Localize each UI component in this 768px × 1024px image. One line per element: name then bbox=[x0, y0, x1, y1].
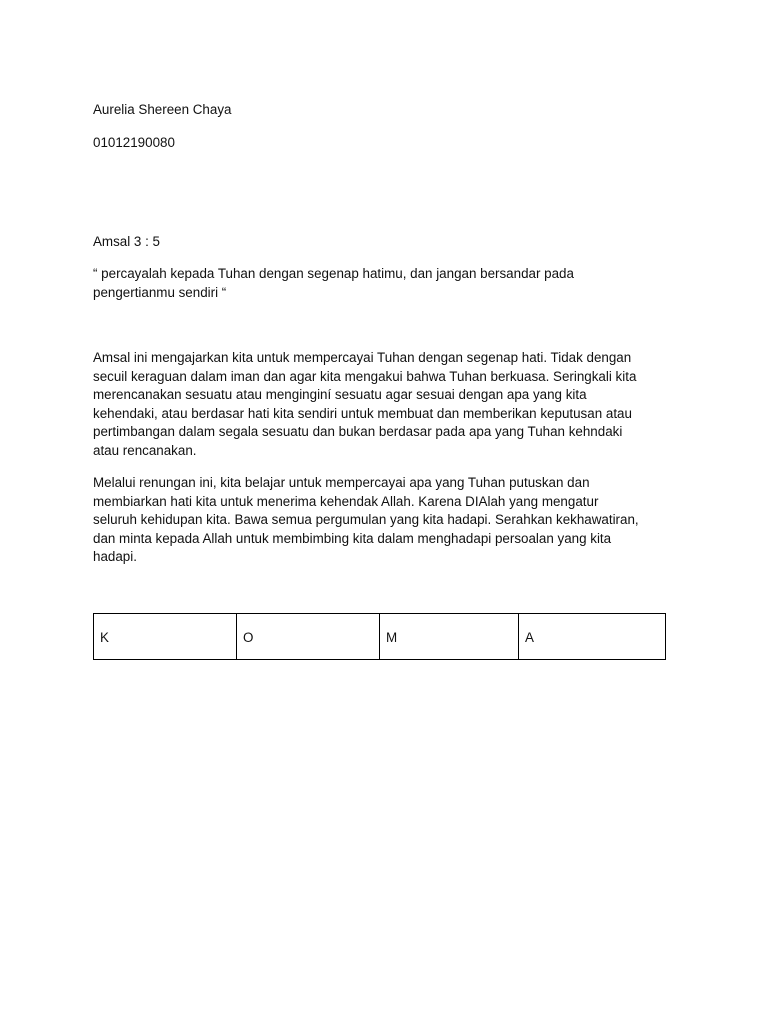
author-name: Aurelia Shereen Chaya bbox=[93, 102, 232, 117]
verse-reference: Amsal 3 : 5 bbox=[93, 234, 160, 249]
paragraph-line: seluruh kehidupan kita. Bawa semua pergumulan yang kita hadapi. Serahkan kekhawatiran, bbox=[93, 512, 639, 528]
paragraph-line: merencanakan sesuatu atau menginginí sesuatu agar sesuai dengan apa yang kita bbox=[93, 387, 587, 403]
paragraph-line: pertimbangan dalam segala sesuatu dan bukan berdasar pada apa yang Tuhan kehndaki bbox=[93, 424, 623, 440]
reflection-paragraph-2 bbox=[93, 474, 639, 567]
table-cell-k: K bbox=[94, 614, 237, 660]
paragraph-line: membiarkan hati kita untuk menerima kehendak Allah. Karena DIAlah yang mengatur bbox=[93, 493, 599, 509]
reflection-paragraph-1 bbox=[93, 349, 636, 461]
paragraph-line: secuil keraguan dalam iman dan agar kita mengakui bahwa Tuhan berkuasa. Seringkali kita bbox=[93, 368, 637, 384]
verse-quote-line: pengertianmu sendiri “ bbox=[93, 284, 227, 300]
paragraph-line: Amsal ini mengajarkan kita untuk mempercayai Tuhan dengan segenap hati. Tidak dengan bbox=[93, 350, 632, 365]
paragraph-line: kehendaki, atau berdasar hati kita sendiri untuk membuat dan memberikan keputusan atau bbox=[93, 405, 632, 421]
paragraph-line: Melalui renungan ini, kita belajar untuk mempercayai apa yang Tuhan putuskan dan bbox=[93, 475, 590, 490]
table-cell-a: A bbox=[519, 614, 666, 660]
paragraph-line: atau rencanakan. bbox=[93, 442, 197, 458]
student-id: 01012190080 bbox=[93, 135, 175, 150]
paragraph-line: dan minta kepada Allah untuk membimbing kita dalam menghadapi persoalan yang kita bbox=[93, 530, 612, 546]
verse-quote bbox=[93, 265, 574, 302]
table-cell-m: M bbox=[380, 614, 519, 660]
koma-table bbox=[93, 613, 666, 660]
verse-quote-line: “ percayalah kepada Tuhan dengan segenap hatimu, dan jangan bersandar pada bbox=[93, 266, 574, 281]
table-cell-o: O bbox=[237, 614, 380, 660]
paragraph-line: hadapi. bbox=[93, 549, 137, 565]
table-row bbox=[94, 614, 666, 660]
